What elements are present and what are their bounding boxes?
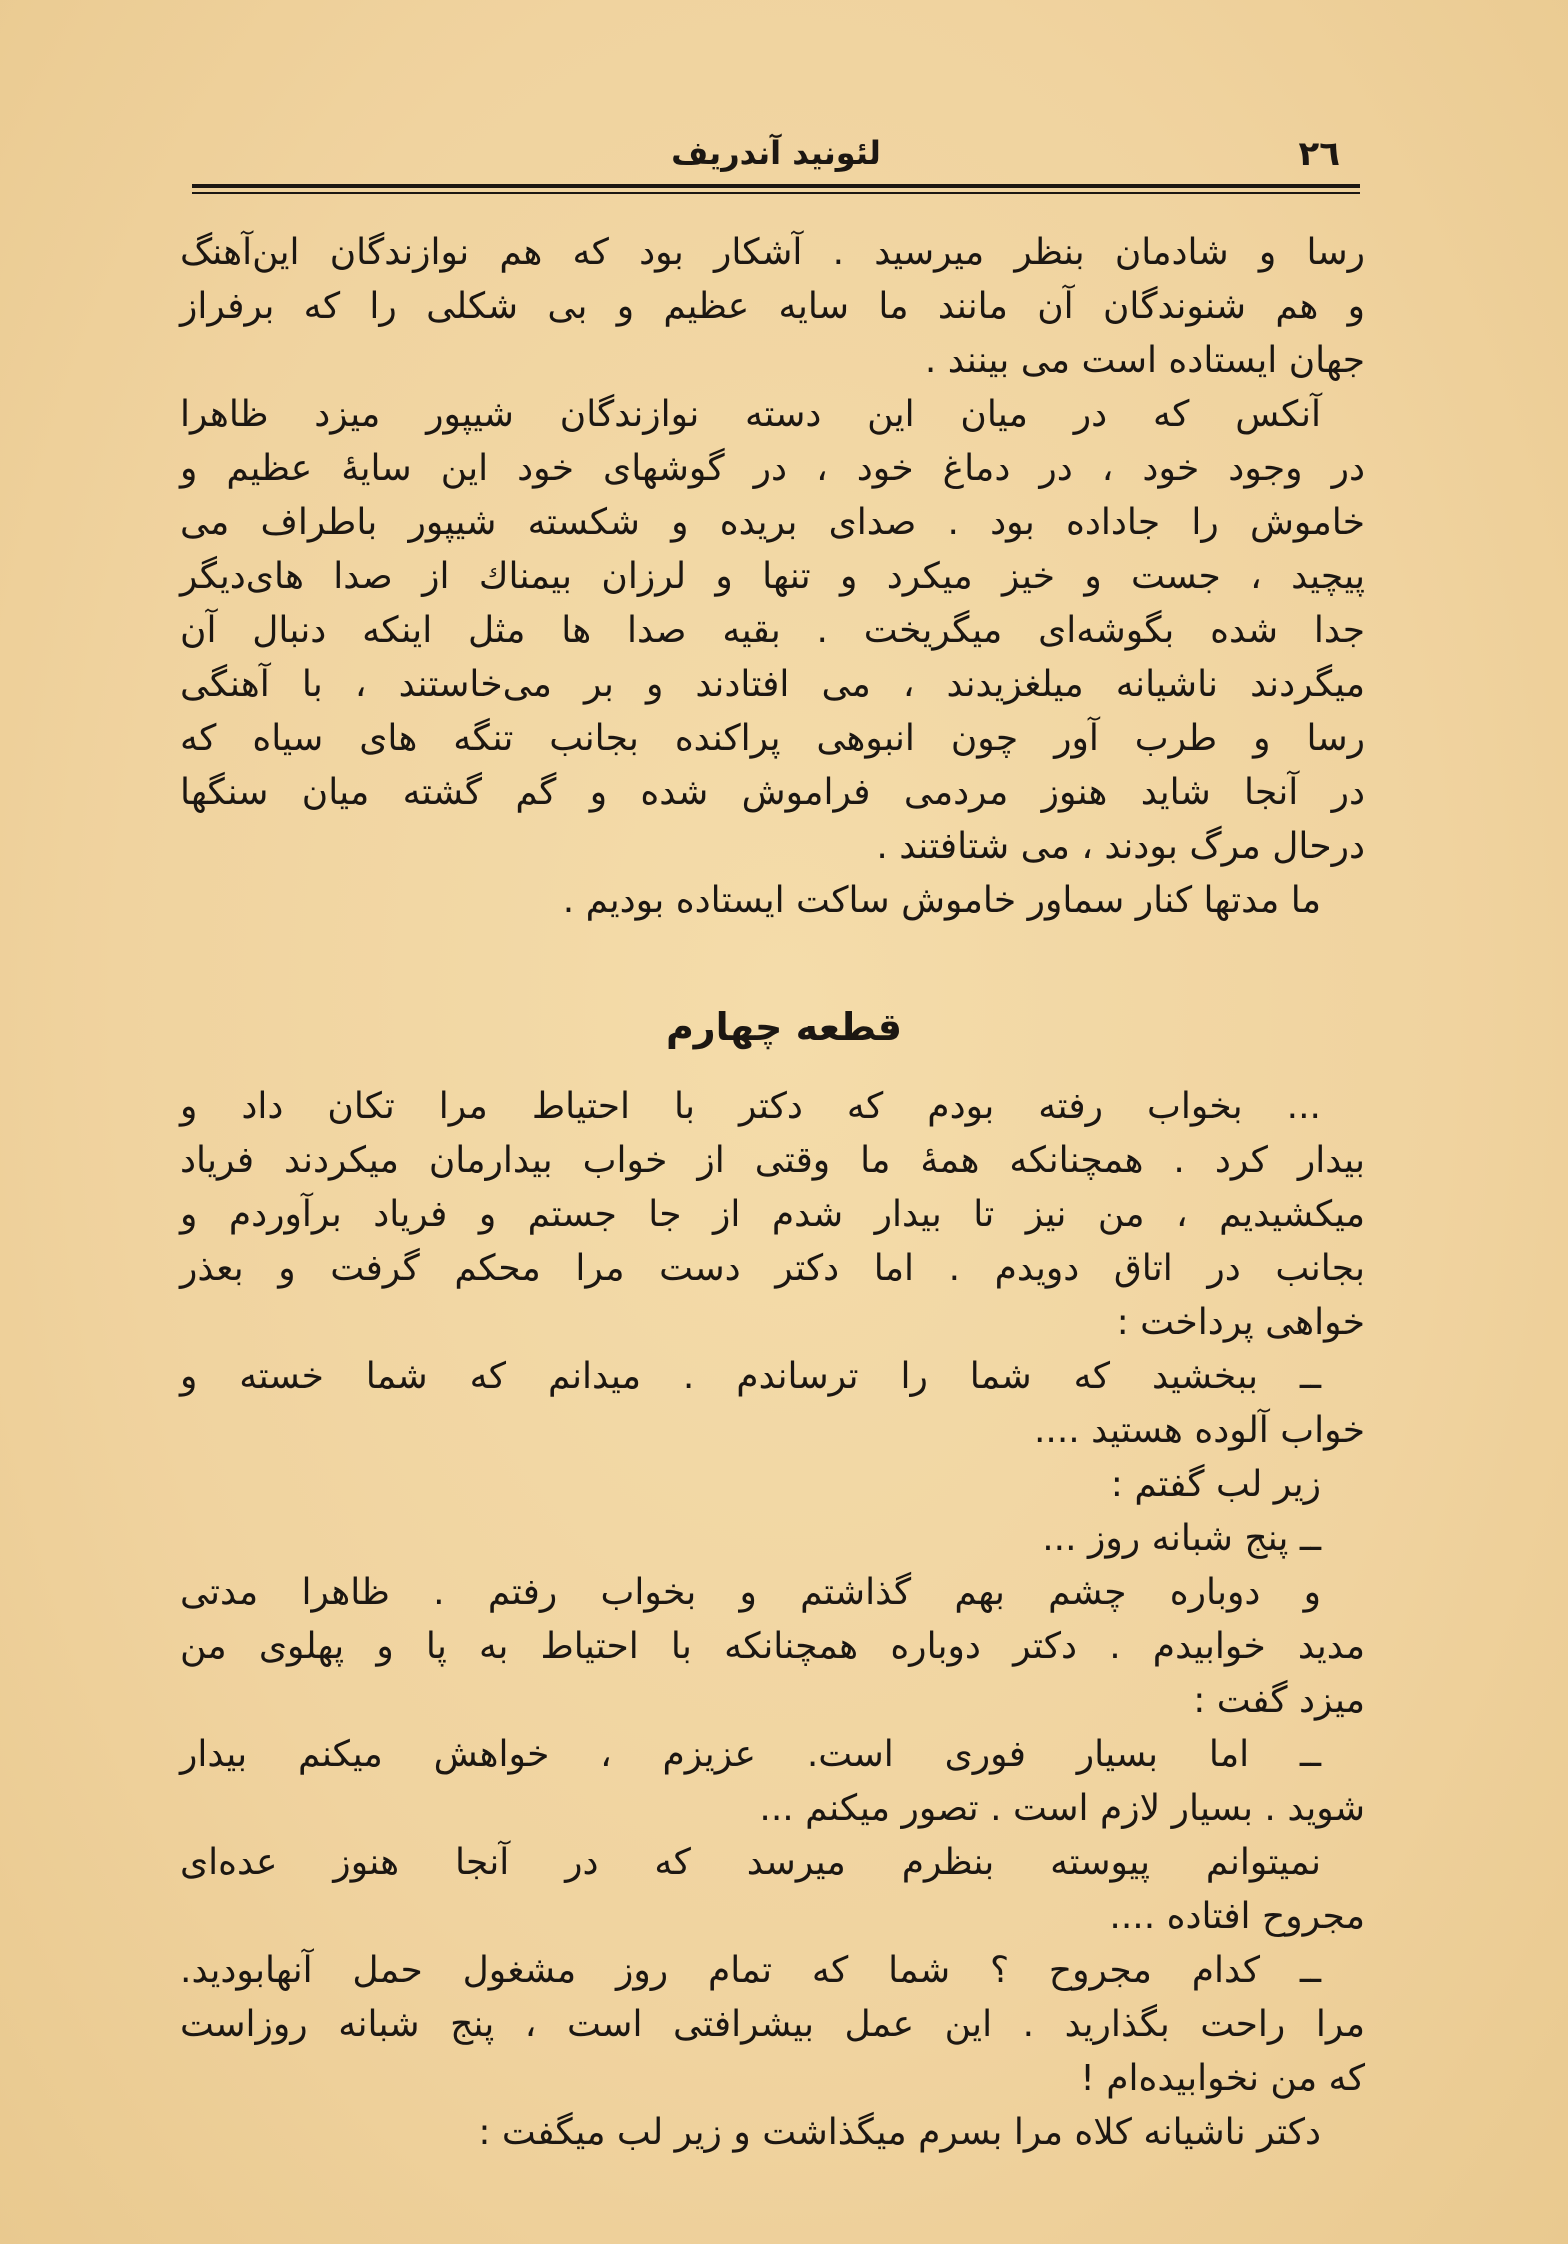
text-line: خواب آلوده هستید .... [1033, 1410, 1365, 1451]
text-line: رسا و شادمان بنظر میرسید . آشکار بود که هم نوازندگان این‌آهنگ [180, 232, 1365, 273]
text-block-2 [180, 1080, 1365, 2160]
text-line: جهان ایستاده است می بینند . [924, 340, 1365, 381]
page-number: ٢٦ [1298, 134, 1340, 174]
page-header [192, 128, 1360, 188]
text-line: میکشیدیم ، من نیز تا بیدار شدم از جا جستم و فریاد برآوردم و [180, 1194, 1365, 1235]
text-line: که من نخوابیده‌ام ! [1080, 2058, 1365, 2099]
text-line: جدا شده بگوشه‌ای میگریخت . بقیه صدا ها مثل اینکه دنبال آن [180, 610, 1365, 651]
text-line: ما مدتها کنار سماور خاموش ساکت ایستاده بودیم . [562, 880, 1321, 921]
text-line: شوید . بسیار لازم است . تصور میکنم ... [759, 1788, 1365, 1829]
section-heading: قطعه چهارم [665, 1005, 903, 1049]
text-line: نمیتوانم پیوسته بنظرم میرسد که در آنجا هنوز عده‌ای [180, 1842, 1321, 1883]
text-line: مرا راحت بگذارید . این عمل بیشرافتی است ، پنج شبانه روزاست [180, 2004, 1365, 2045]
text-line: ... بخواب رفته بودم که دکتر با احتیاط مرا تکان داد و [180, 1086, 1321, 1127]
text-line: مجروح افتاده .... [1109, 1896, 1365, 1937]
text-line: میگردند ناشیانه میلغزیدند ، می افتادند و بر می‌خاستند ، با آهنگی [180, 664, 1365, 705]
text-line: مدید خوابیدم . دکتر دوباره همچنانکه با احتیاط به پا و پهلوی من [180, 1626, 1365, 1667]
text-line: بجانب در اتاق دویدم . اما دکتر دست مرا محکم گرفت و بعذر [180, 1248, 1365, 1289]
text-line: درحال مرگ بودند ، می شتافتند . [876, 826, 1365, 867]
text-line: ــ ببخشید که شما را ترساندم . میدانم که شما خسته و [180, 1356, 1321, 1397]
header-rule-thin [192, 192, 1360, 194]
running-title: لئونید آندریف [671, 134, 881, 172]
text-line: ــ پنج شبانه روز ... [1042, 1518, 1321, 1559]
text-line: و دوباره چشم بهم گذاشتم و بخواب رفتم . ظاهرا مدتی [180, 1572, 1321, 1613]
text-line: بیدار کرد . همچنانکه همهٔ ما وقتی از خواب بیدارمان میکردند فریاد [180, 1140, 1365, 1181]
text-block-1 [180, 226, 1365, 928]
text-line: ــ اما بسیار فوری است. عزیزم ، خواهش میکنم بیدار [180, 1734, 1321, 1775]
text-line: ــ کدام مجروح ؟ شما که تمام روز مشغول حمل آنهابودید. [180, 1950, 1321, 1991]
text-line: پیچید ، جست و خیز میکرد و تنها و لرزان بیمناك از صدا های‌دیگر [180, 556, 1365, 597]
header-rule [192, 184, 1360, 188]
text-line: زیر لب گفتم : [1110, 1464, 1321, 1505]
text-line: خاموش را جاداده بود . صدای بریده و شکسته شیپور باطراف می [180, 502, 1365, 543]
text-line: در وجود خود ، در دماغ خود ، در گوشهای خود این سایهٔ عظیم و [180, 448, 1365, 489]
text-line: آنکس که در میان این دسته نوازندگان شیپور میزد ظاهرا [180, 394, 1321, 435]
text-line: میزد گفت : [1193, 1680, 1365, 1721]
text-line: دکتر ناشیانه کلاه مرا بسرم میگذاشت و زیر لب میگفت : [478, 2112, 1321, 2153]
text-line: و هم شنوندگان آن مانند ما سایه عظیم و بی شکلی را که برفراز [180, 286, 1365, 327]
text-line: خواهی پرداخت : [1116, 1302, 1365, 1343]
text-line: در آنجا شاید هنوز مردمی فراموش شده و گم گشته میان سنگها [180, 772, 1365, 813]
text-line: رسا و طرب آور چون انبوهی پراکنده بجانب تنگه های سیاه که [180, 718, 1365, 759]
